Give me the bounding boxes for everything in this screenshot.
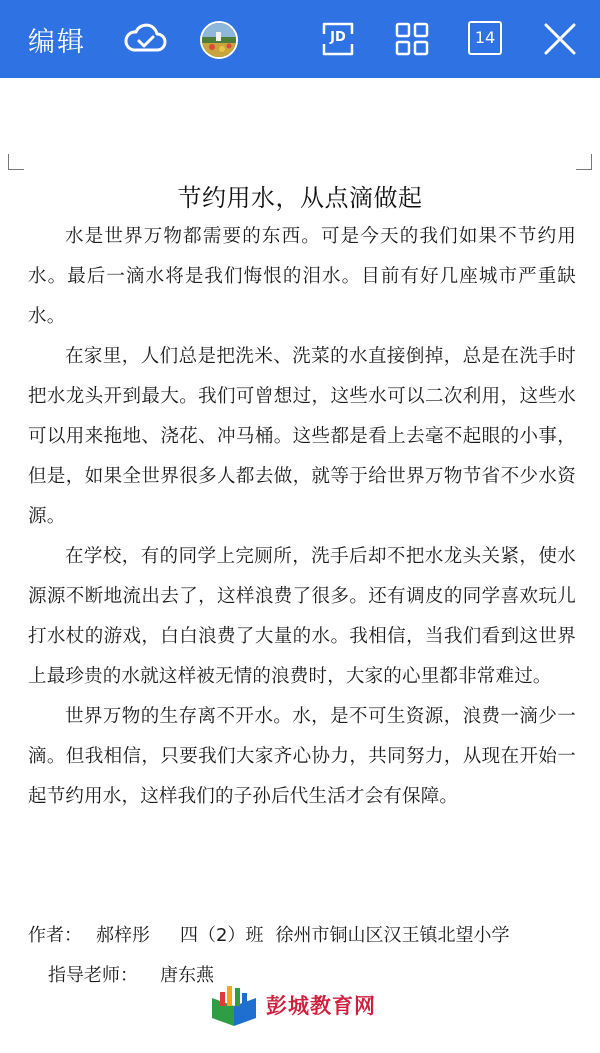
- site-watermark: [210, 982, 410, 1032]
- author-name: 郝梓彤: [96, 925, 150, 946]
- document-body: [28, 217, 576, 817]
- author-line: [28, 920, 588, 952]
- top-toolbar: [0, 0, 600, 78]
- jd-icon[interactable]: [318, 19, 358, 59]
- cloud-check-icon[interactable]: [124, 19, 168, 59]
- author-school: 徐州市铜山区汉王镇北望小学: [275, 925, 510, 946]
- paragraph: 水是世界万物都需要的东西。可是今天的我们如果不节约用水。最后一滴水将是我们悔恨的泪水。目前有好几座城市严重缺水。: [28, 226, 576, 327]
- teacher-line: [48, 960, 214, 992]
- count-badge-number: 14: [474, 28, 496, 47]
- teacher-label: 指导老师：: [48, 965, 138, 986]
- page-corner-mark-right: [576, 154, 592, 170]
- avatar[interactable]: [200, 21, 238, 59]
- document-title: 节约用水，从点滴做起: [177, 184, 423, 212]
- count-badge-icon[interactable]: [466, 19, 506, 59]
- book-logo-icon: [210, 984, 258, 1028]
- teacher-name: 唐东燕: [160, 965, 214, 986]
- paragraph: 世界万物的生存离不开水。水，是不可生资源，浪费一滴少一滴。但我相信，只要我们大家齐心协力，共同努力，从现在开始一起节约用水，这样我们的子孙后代生活才会有保障。: [28, 706, 576, 807]
- paragraph: 在学校，有的同学上完厕所，洗手后却不把水龙头关紧，使水源源不断地流出去了，这样浪费了很多。还有调皮的同学喜欢玩儿打水杖的游戏，白白浪费了大量的水。我相信，当我们看到这世界上最珍贵的水就这样被无情的浪费时，大家的心里都非常难过。: [28, 546, 576, 687]
- author-class: 四（2）班: [180, 925, 264, 946]
- paragraph: 在家里，人们总是把洗米、洗菜的水直接倒掉，总是在洗手时把水龙头开到最大。我们可曾想过，这些水可以二次利用，这些水可以用来拖地、浇花、冲马桶。这些都是看上去毫不起眼的小事，但是，如果全世界很多人都去做，就等于给世界万物节省不少水资源。: [28, 346, 576, 527]
- jd-label: JD: [330, 30, 346, 45]
- close-icon[interactable]: [540, 19, 580, 59]
- author-label: 作者：: [28, 925, 82, 946]
- page-corner-mark-left: [8, 154, 24, 170]
- grid-icon[interactable]: [392, 19, 432, 59]
- document-page: [0, 78, 600, 1053]
- edit-button[interactable]: 编辑: [28, 27, 86, 58]
- watermark-text: 彭城教育网: [266, 994, 376, 1018]
